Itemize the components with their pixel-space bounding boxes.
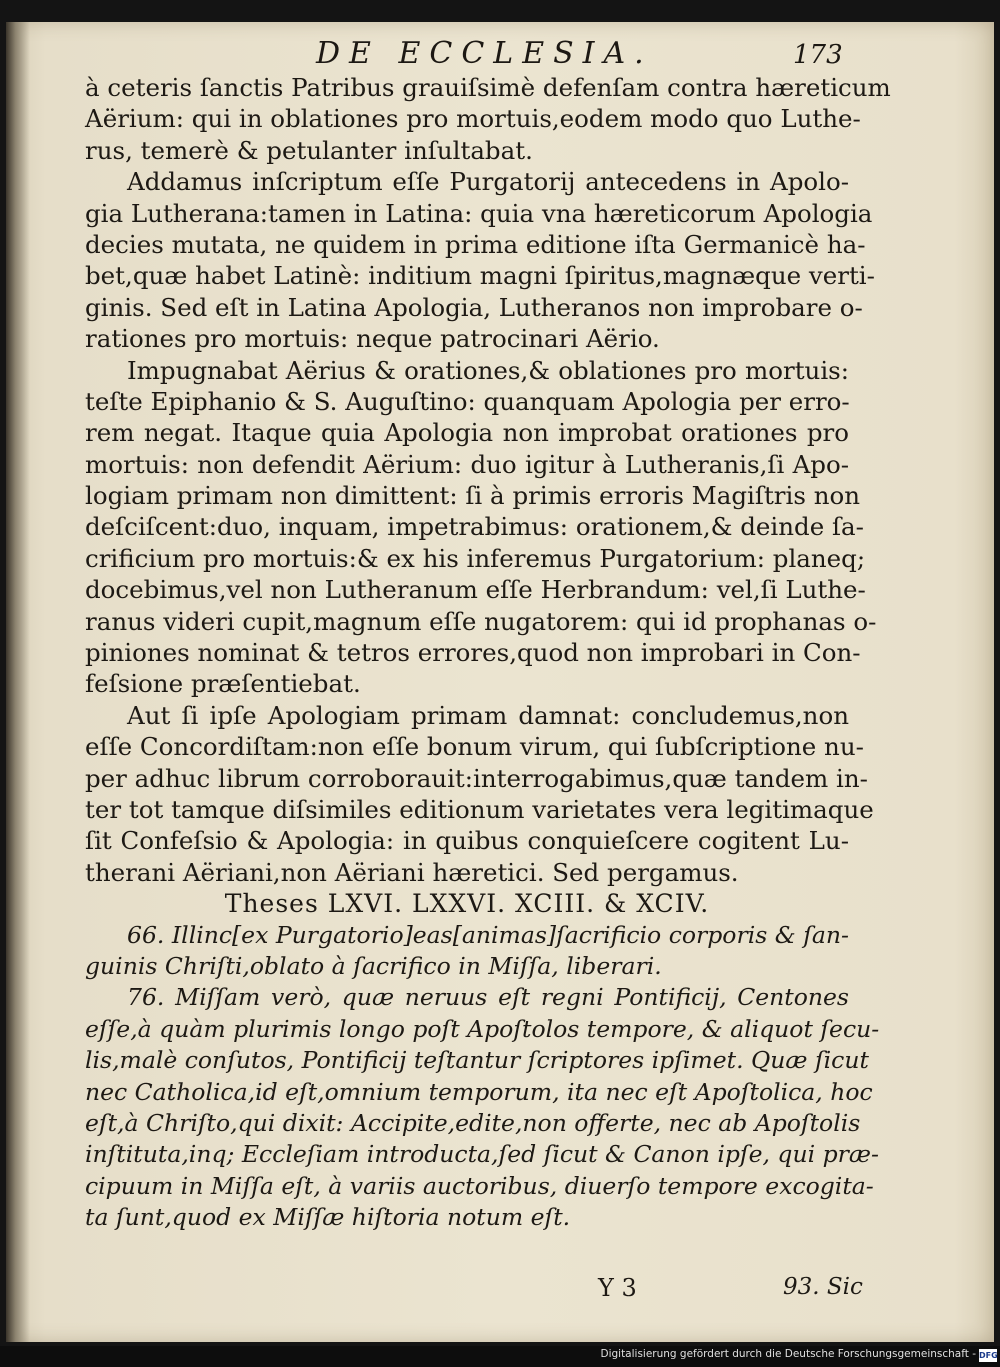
thesis-line: 76. Miſſam verò, quæ neruus eſt regni Pontificij, Centones bbox=[127, 983, 849, 1012]
thesis-line: cipuum in Miſſa eſt, à variis auctoribus, diuerſo tempore excogita- bbox=[85, 1171, 874, 1200]
text-line: per adhuc librum corroborauit:interrogabimus,quæ tandem in- bbox=[85, 763, 868, 793]
thesis-line: nec Catholica,id eſt,omnium temporum, ita nec eſt Apoſtolica, hoc bbox=[85, 1077, 873, 1106]
thesis-line: eſt,à Chriſto,qui dixit: Accipite,edite,non offerte, nec ab Apoſtolis bbox=[85, 1108, 861, 1137]
text-line: feſsione præſentiebat. bbox=[85, 669, 361, 699]
text-line: therani Aëriani,non Aëriani hæretici. Sed pergamus. bbox=[85, 857, 739, 887]
thesis-line: lis,malè conſutos, Pontificij teſtantur ſcriptores ipſimet. Quæ ſicut bbox=[85, 1046, 869, 1075]
text-line: ranus videri cupit,magnum eſſe nugatorem: qui id prophanas o- bbox=[85, 606, 877, 636]
thesis-line: guinis Chriſti,oblato à ſacrifico in Miſſa, liberari. bbox=[85, 951, 662, 980]
text-block bbox=[85, 72, 891, 1233]
digitization-footer bbox=[0, 1346, 1000, 1367]
text-line: decies mutata, ne quidem in prima editione iſta Germanicè ha- bbox=[85, 229, 866, 259]
text-line: ſit Confeſsio & Apologia: in quibus conquieſcere cogitent Lu- bbox=[85, 826, 849, 856]
page-number: 173 bbox=[793, 40, 843, 70]
thesis-line: eſſe,à quàm plurimis longo poſt Apoſtolos tempore, & aliquot ſecu- bbox=[85, 1014, 880, 1043]
text-line: Addamus inſcriptum eſſe Purgatorij antecedens in Apolo- bbox=[127, 167, 849, 197]
running-head: DE ECCLESIA. bbox=[316, 36, 653, 71]
text-line: crificium pro mortuis:& ex his inferemus Purgatorium: planeq; bbox=[85, 543, 866, 573]
page-gutter-shadow bbox=[6, 22, 30, 1342]
catchword: 93. Sic bbox=[783, 1274, 863, 1300]
text-line: ter tot tamque diſsimiles editionum varietates vera legitimaque bbox=[85, 794, 874, 824]
signature-mark: Y 3 bbox=[598, 1274, 637, 1302]
text-line: gia Lutherana:tamen in Latina: quia vna hæreticorum Apologia bbox=[85, 198, 873, 228]
dfg-logo-icon: DFG bbox=[979, 1351, 998, 1360]
text-line: mortuis: non defendit Aërium: duo igitur à Lutheranis,ſi Apo- bbox=[85, 449, 849, 479]
text-line: Aut ſi ipſe Apologiam primam damnat: concludemus,non bbox=[127, 700, 849, 730]
text-line: docebimus,vel non Lutheranum eſſe Herbrandum: vel,ſi Luthe- bbox=[85, 575, 866, 605]
thesis-line: 66. Illinc[ex Purgatorio]eas[animas]ſacrificio corporis & ſan- bbox=[127, 920, 849, 949]
thesis-line: ta ſunt,quod ex Miſſæ hiſtoria notum eſt. bbox=[85, 1203, 571, 1232]
text-line: deſciſcent:duo, inquam, impetrabimus: orationem,& deinde ſa- bbox=[85, 512, 864, 542]
funding-credit: Digitalisierung gefördert durch die Deutsche Forschungsgemeinschaft - bbox=[600, 1348, 976, 1360]
text-line: piniones nominat & tetros errores,quod non improbari in Con- bbox=[85, 638, 861, 668]
theses-heading: Theses LXVI. LXXVI. XCIII. & XCIV. bbox=[224, 889, 710, 919]
text-line: teſte Epiphanio & S. Auguſtino: quanquam Apologia per erro- bbox=[85, 386, 850, 416]
text-line: ginis. Sed eſt in Latina Apologia, Lutheranos non improbare o- bbox=[85, 292, 863, 322]
text-line: à ceteris ſanctis Patribus grauiſsimè defenſam contra hæreticum bbox=[85, 73, 891, 102]
thesis-line: inſtituta,inq; Eccleſiam introducta,ſed ſicut & Canon ipſe, qui præ- bbox=[85, 1140, 879, 1169]
text-line: Impugnabat Aërius & orationes,& oblationes pro mortuis: bbox=[127, 355, 849, 385]
text-line: rationes pro mortuis: neque patrocinari Aërio. bbox=[85, 324, 660, 354]
text-line: bet,quæ habet Latinè: inditium magni ſpiritus,magnæque verti- bbox=[85, 261, 875, 291]
book-page bbox=[6, 22, 994, 1342]
text-line: eſſe Concordiſtam:non eſſe bonum virum, qui ſubſcriptione nu- bbox=[85, 732, 864, 762]
text-line: logiam primam non dimittent: ſi à primis erroris Magiſtris non bbox=[85, 481, 861, 511]
text-line: rus, temerè & petulanter inſultabat. bbox=[85, 135, 533, 165]
text-line: Aërium: qui in oblationes pro mortuis,eodem modo quo Luthe- bbox=[85, 104, 861, 134]
text-line: rem negat. Itaque quia Apologia non improbat orationes pro bbox=[85, 418, 849, 448]
